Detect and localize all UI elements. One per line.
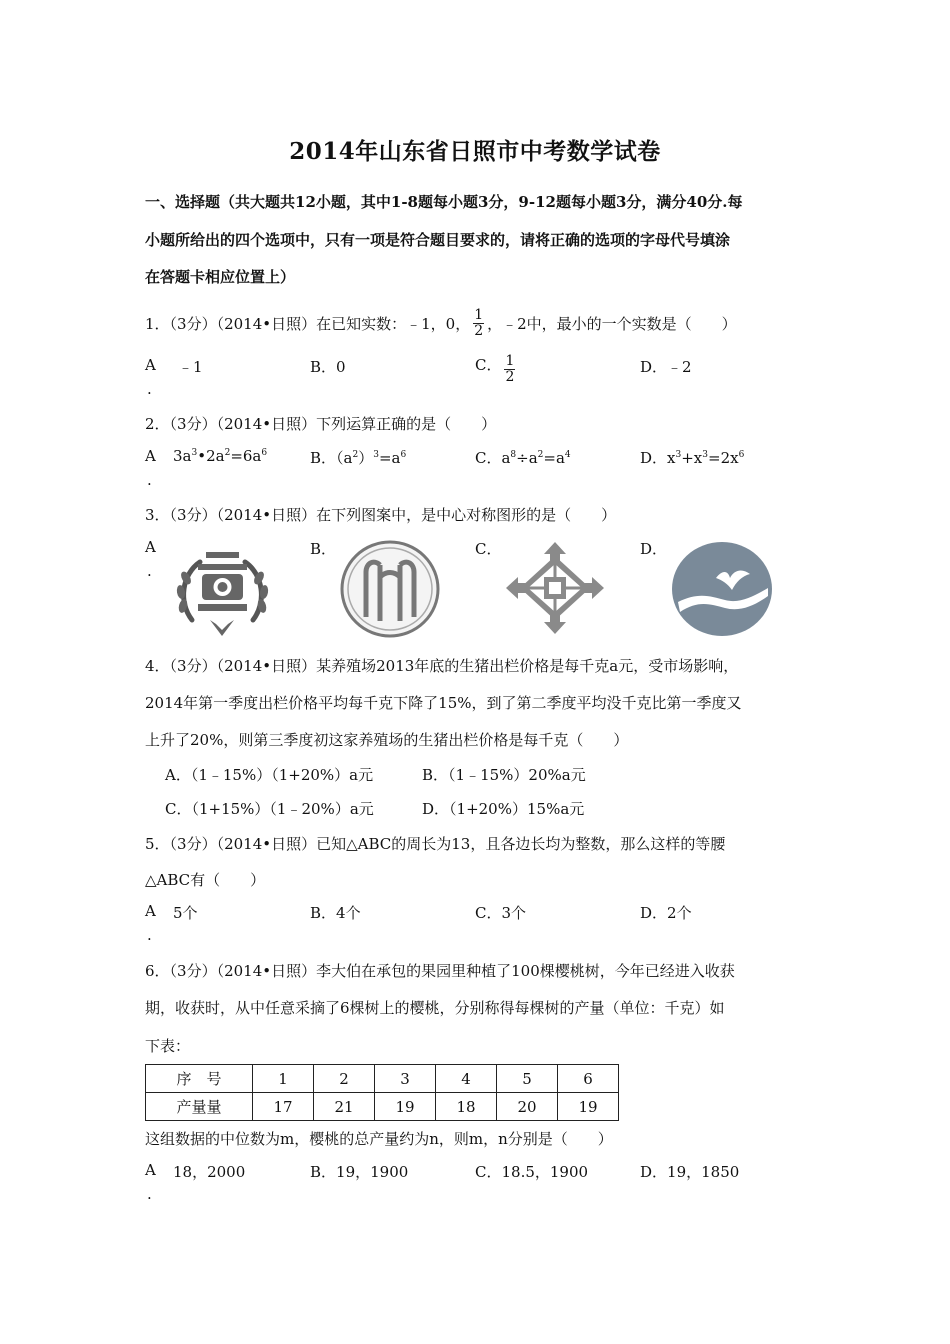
table-cell: 1 [253,1065,314,1093]
question-2-stem: 2．（3分）（2014•日照）下列运算正确的是（ ） [145,415,497,433]
q3-figure-d-wave-circle-icon [670,540,774,638]
q3-figure-b-seal-icon [336,537,444,641]
q5-option-a-dot: . [147,926,152,944]
table-header-cell: 产量量 [146,1093,253,1121]
q6-data-table [145,1064,619,1121]
q3-figure-c-cross-pattern-icon [502,538,608,638]
table-cell: 3 [375,1065,436,1093]
q6-option-a-letter: A [145,1161,156,1179]
q1-option-a-dot: . [147,380,152,398]
question-4-line3: 上升了20%，则第三季度初这家养殖场的生猪出栏价格是每千克（ ） [145,731,629,749]
table-cell: 5 [497,1065,558,1093]
q6-option-d: D．19，1850 [640,1163,740,1181]
table-cell: 19 [375,1093,436,1121]
q5-option-c: C．3个 [475,904,527,922]
q6-option-a: 18，2000 [173,1163,246,1181]
q1-option-d: D．﹣2 [640,358,692,376]
question-5-line1: 5．（3分）（2014•日照）已知△ABC的周长为13，且各边长均为整数，那么这样的等腰 [145,835,726,853]
table-cell: 20 [497,1093,558,1121]
table-cell: 21 [314,1093,375,1121]
q1-option-c-fraction [504,354,515,385]
q2-option-a-dot: . [147,471,152,489]
q2-option-a-letter: A [145,447,156,465]
q1-option-a-letter: A [145,356,156,374]
table-cell: 18 [436,1093,497,1121]
q3-option-b: B． [310,540,337,558]
question-4-line1: 4．（3分）（2014•日照）某养殖场2013年底的生猪出栏价格是每千克a元，受市场影响， [145,657,739,675]
q1-stem-a: 1．（3分）（2014•日照）在已知实数：﹣1，0， [145,314,471,333]
question-6-line2: 期，收获时，从中任意采摘了6棵树上的樱桃，分别称得每棵树的产量（单位：千克）如 [145,999,725,1017]
q2-option-a: $3a^3•2a^2=6a^6$ [173,447,268,465]
section-heading-line1: 一、选择题（共大题共12小题，其中1-8题每小题3分，9-12题每小题3分，满分40分.每 [145,193,743,211]
q1-option-b: B．0 [310,358,346,376]
q4-option-c: C．（1+15%）（1﹣20%）a元 [165,800,374,818]
q1-option-a: ﹣1 [178,358,203,376]
q5-option-a: 5个 [173,904,198,922]
q3-option-d: D． [640,540,668,558]
q1-stem-b: ，﹣2中，最小的一个实数是（ ） [487,314,737,333]
question-4-line2: 2014年第一季度出栏价格平均每千克下降了15%，到了第二季度平均没千克比第一季度又 [145,694,742,712]
q1-option-c-label: C． [475,356,502,374]
q2-option-b: B．$(a^2)^3=a^6$ [310,449,407,467]
table-cell: 6 [558,1065,619,1093]
question-6-line3: 下表： [145,1037,191,1055]
q4-option-a: A．（1﹣15%）（1+20%）a元 [165,766,374,784]
q1-option-c-den: 2 [505,369,515,385]
q5-option-a-letter: A [145,902,156,920]
question-1-stem [145,303,737,343]
section-heading-line2: 小题所给出的四个选项中，只有一项是符合题目要求的，请将正确的选项的字母代号填涂 [145,231,731,249]
q1-option-c-num: 1 [505,353,515,369]
q2-option-d: D．$x^3+x^3=2x^6$ [640,449,745,467]
table-row [146,1065,619,1093]
table-cell: 2 [314,1065,375,1093]
q5-option-b: B．4个 [310,904,361,922]
q4-option-d: D．（1+20%）15%a元 [422,800,585,818]
q1-option-c [475,354,518,385]
table-header-cell: 序 号 [146,1065,253,1093]
q3-option-c: C． [475,540,502,558]
section-heading-line3: 在答题卡相应位置上） [145,268,296,286]
question-3-stem: 3．（3分）（2014•日照）在下列图案中，是中心对称图形的是（ ） [145,506,617,524]
q6-option-c: C．18.5，1900 [475,1163,589,1181]
q6-option-a-dot: . [147,1185,152,1203]
q6-option-b: B．19，1900 [310,1163,409,1181]
q2-option-c: C．$a^8\div a^2=a^4$ [475,449,571,467]
table-cell: 4 [436,1065,497,1093]
table-cell: 17 [253,1093,314,1121]
q1-frac-den: 2 [474,322,484,339]
q1-fraction [473,308,484,339]
question-6-line1: 6．（3分）（2014•日照）李大伯在承包的果园里种植了100棵樱桃树，今年已经进入收获 [145,962,735,980]
q3-option-a-dot: . [147,562,152,580]
page-title: 2014年山东省日照市中考数学试卷 [289,138,661,165]
q3-option-a-letter: A [145,538,156,556]
q3-figure-a-emblem-icon [170,540,275,640]
question-5-line2: △ABC有（ ） [145,871,266,889]
q5-option-d: D．2个 [640,904,692,922]
table-cell: 19 [558,1093,619,1121]
q1-frac-num: 1 [474,306,484,323]
q4-option-b: B．（1﹣15%）20%a元 [422,766,586,784]
question-6-line4: 这组数据的中位数为m，樱桃的总产量约为n，则m，n分别是（ ） [145,1130,613,1148]
table-row [146,1093,619,1121]
